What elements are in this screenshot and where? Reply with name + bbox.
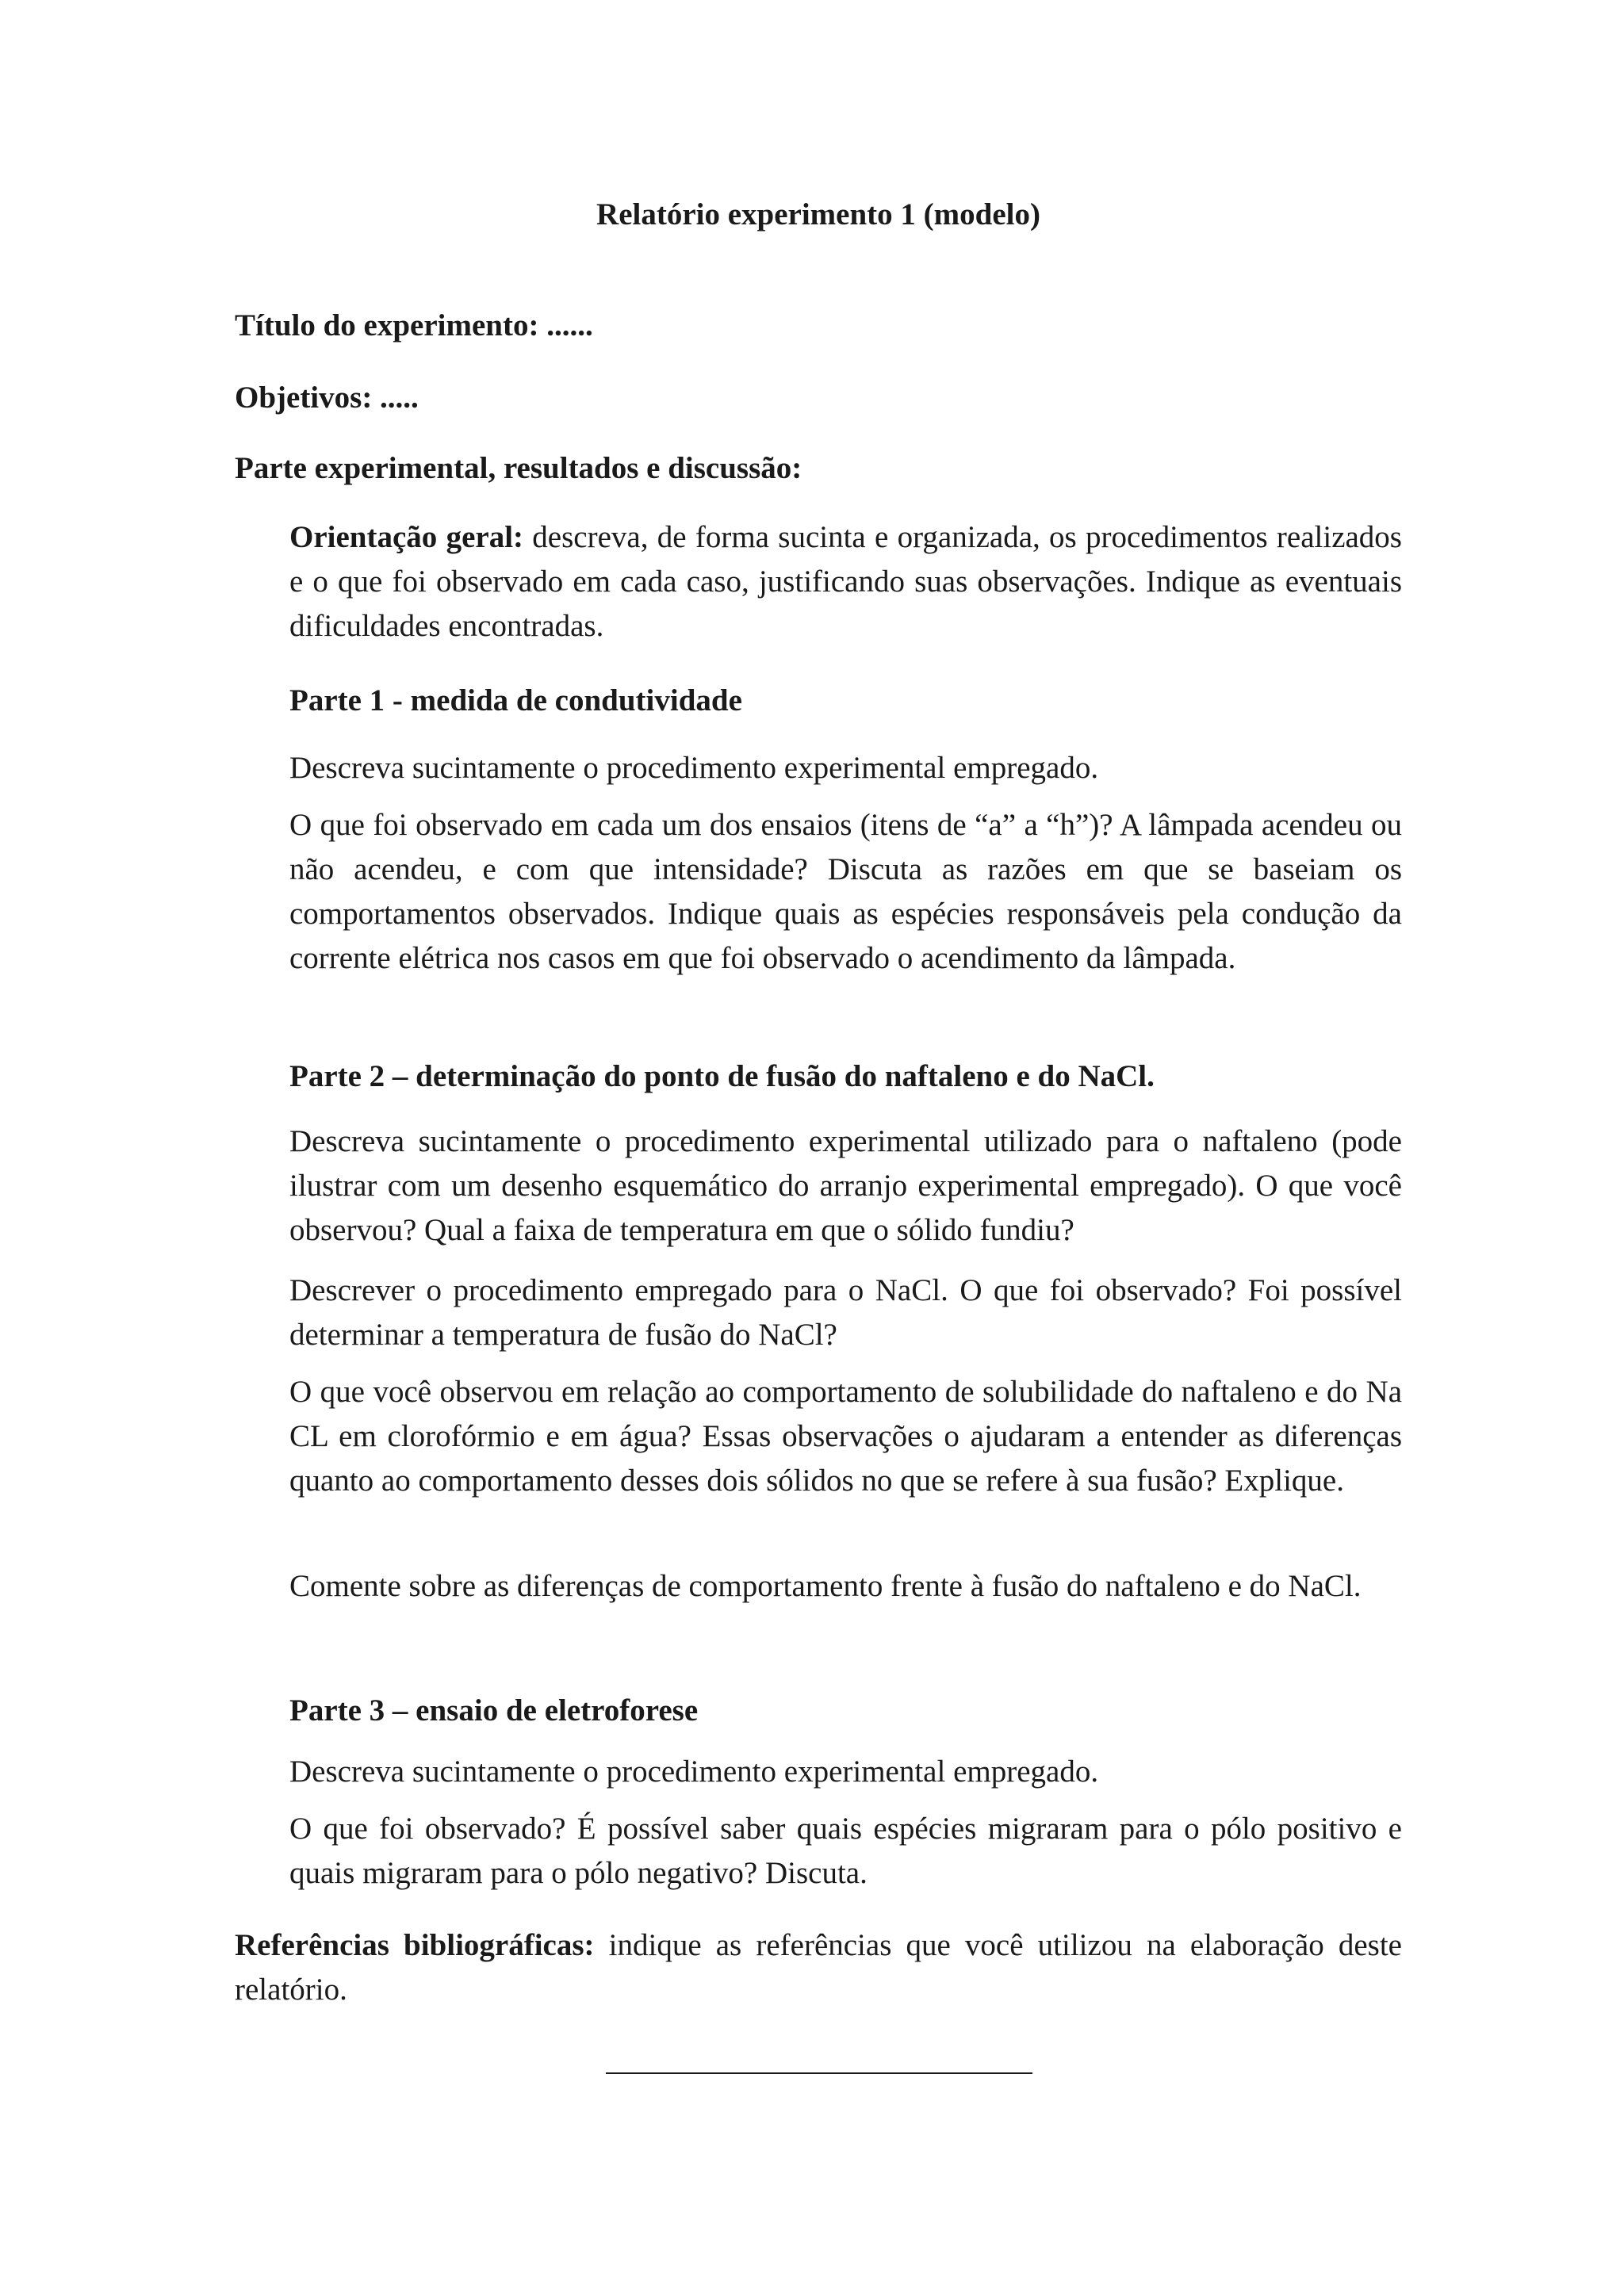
- parte3-paragraph-2: O que foi observado? É possível saber quais espécies migraram para o pólo positivo e quais migraram para o pólo negativo? Discuta.: [289, 1812, 1402, 1890]
- parte2-paragraph-1: Descreva sucintamente o procedimento experimental utilizado para o naftaleno (pode ilustrar com um desenho esquemático do arranjo experimental empregado). O que você observou? Qual a faixa de temperatura em que o sólido fundiu?: [289, 1124, 1402, 1247]
- parte-experimental-label: Parte experimental, resultados e discussão:: [235, 451, 802, 485]
- objetivos-label: Objetivos: .....: [235, 381, 419, 415]
- parte2-heading: Parte 2 – determinação do ponto de fusão do naftaleno e do NaCl.: [289, 1059, 1155, 1093]
- orientacao-geral-label: Orientação geral:: [289, 520, 524, 554]
- referencias-text: indique as referências que você utilizou na elaboração deste relatório.: [235, 1928, 1402, 2007]
- parte2-paragraph-3: O que você observou em relação ao comportamento de solubilidade do naftaleno e do Na CL em clorofórmio e em água? Essas observações o ajudaram a entender as diferenças quanto ao comportamento desses dois sólidos no que se refere à sua fusão? Explique.: [289, 1375, 1402, 1498]
- titulo-experimento-label: Título do experimento: ......: [235, 308, 593, 342]
- parte2-paragraph-4: Comente sobre as diferenças de comportamento frente à fusão do naftaleno e do NaCl.: [289, 1569, 1362, 1603]
- orientacao-geral-paragraph: [289, 515, 1402, 649]
- parte3-paragraph-1: Descreva sucintamente o procedimento experimental empregado.: [289, 1755, 1099, 1789]
- closing-rule: [606, 2072, 1032, 2074]
- parte1-paragraph-2: O que foi observado em cada um dos ensaios (itens de “a” a “h”)? A lâmpada acendeu ou não acendeu, e com que intensidade? Discuta as razões em que se baseiam os comportamentos observados. Indique quais as espécies responsáveis pela condução da corrente elétrica nos casos em que foi observado o acendimento da lâmpada.: [289, 808, 1402, 975]
- parte1-paragraph-1: Descreva sucintamente o procedimento experimental empregado.: [289, 751, 1099, 785]
- parte1-heading: Parte 1 - medida de condutividade: [289, 683, 742, 718]
- parte2-paragraph-2: Descrever o procedimento empregado para o NaCl. O que foi observado? Foi possível determinar a temperatura de fusão do NaCl?: [289, 1273, 1402, 1352]
- referencias-label: Referências bibliográficas:: [235, 1928, 595, 1962]
- referencias-paragraph: [235, 1923, 1402, 2012]
- orientacao-geral-text: descreva, de forma sucinta e organizada, os procedimentos realizados e o que foi observado em cada caso, justificando suas observações. Indique as eventuais dificuldades encontradas.: [289, 520, 1402, 643]
- document-title: Relatório experimento 1 (modelo): [596, 197, 1040, 232]
- parte3-heading: Parte 3 – ensaio de eletroforese: [289, 1693, 699, 1728]
